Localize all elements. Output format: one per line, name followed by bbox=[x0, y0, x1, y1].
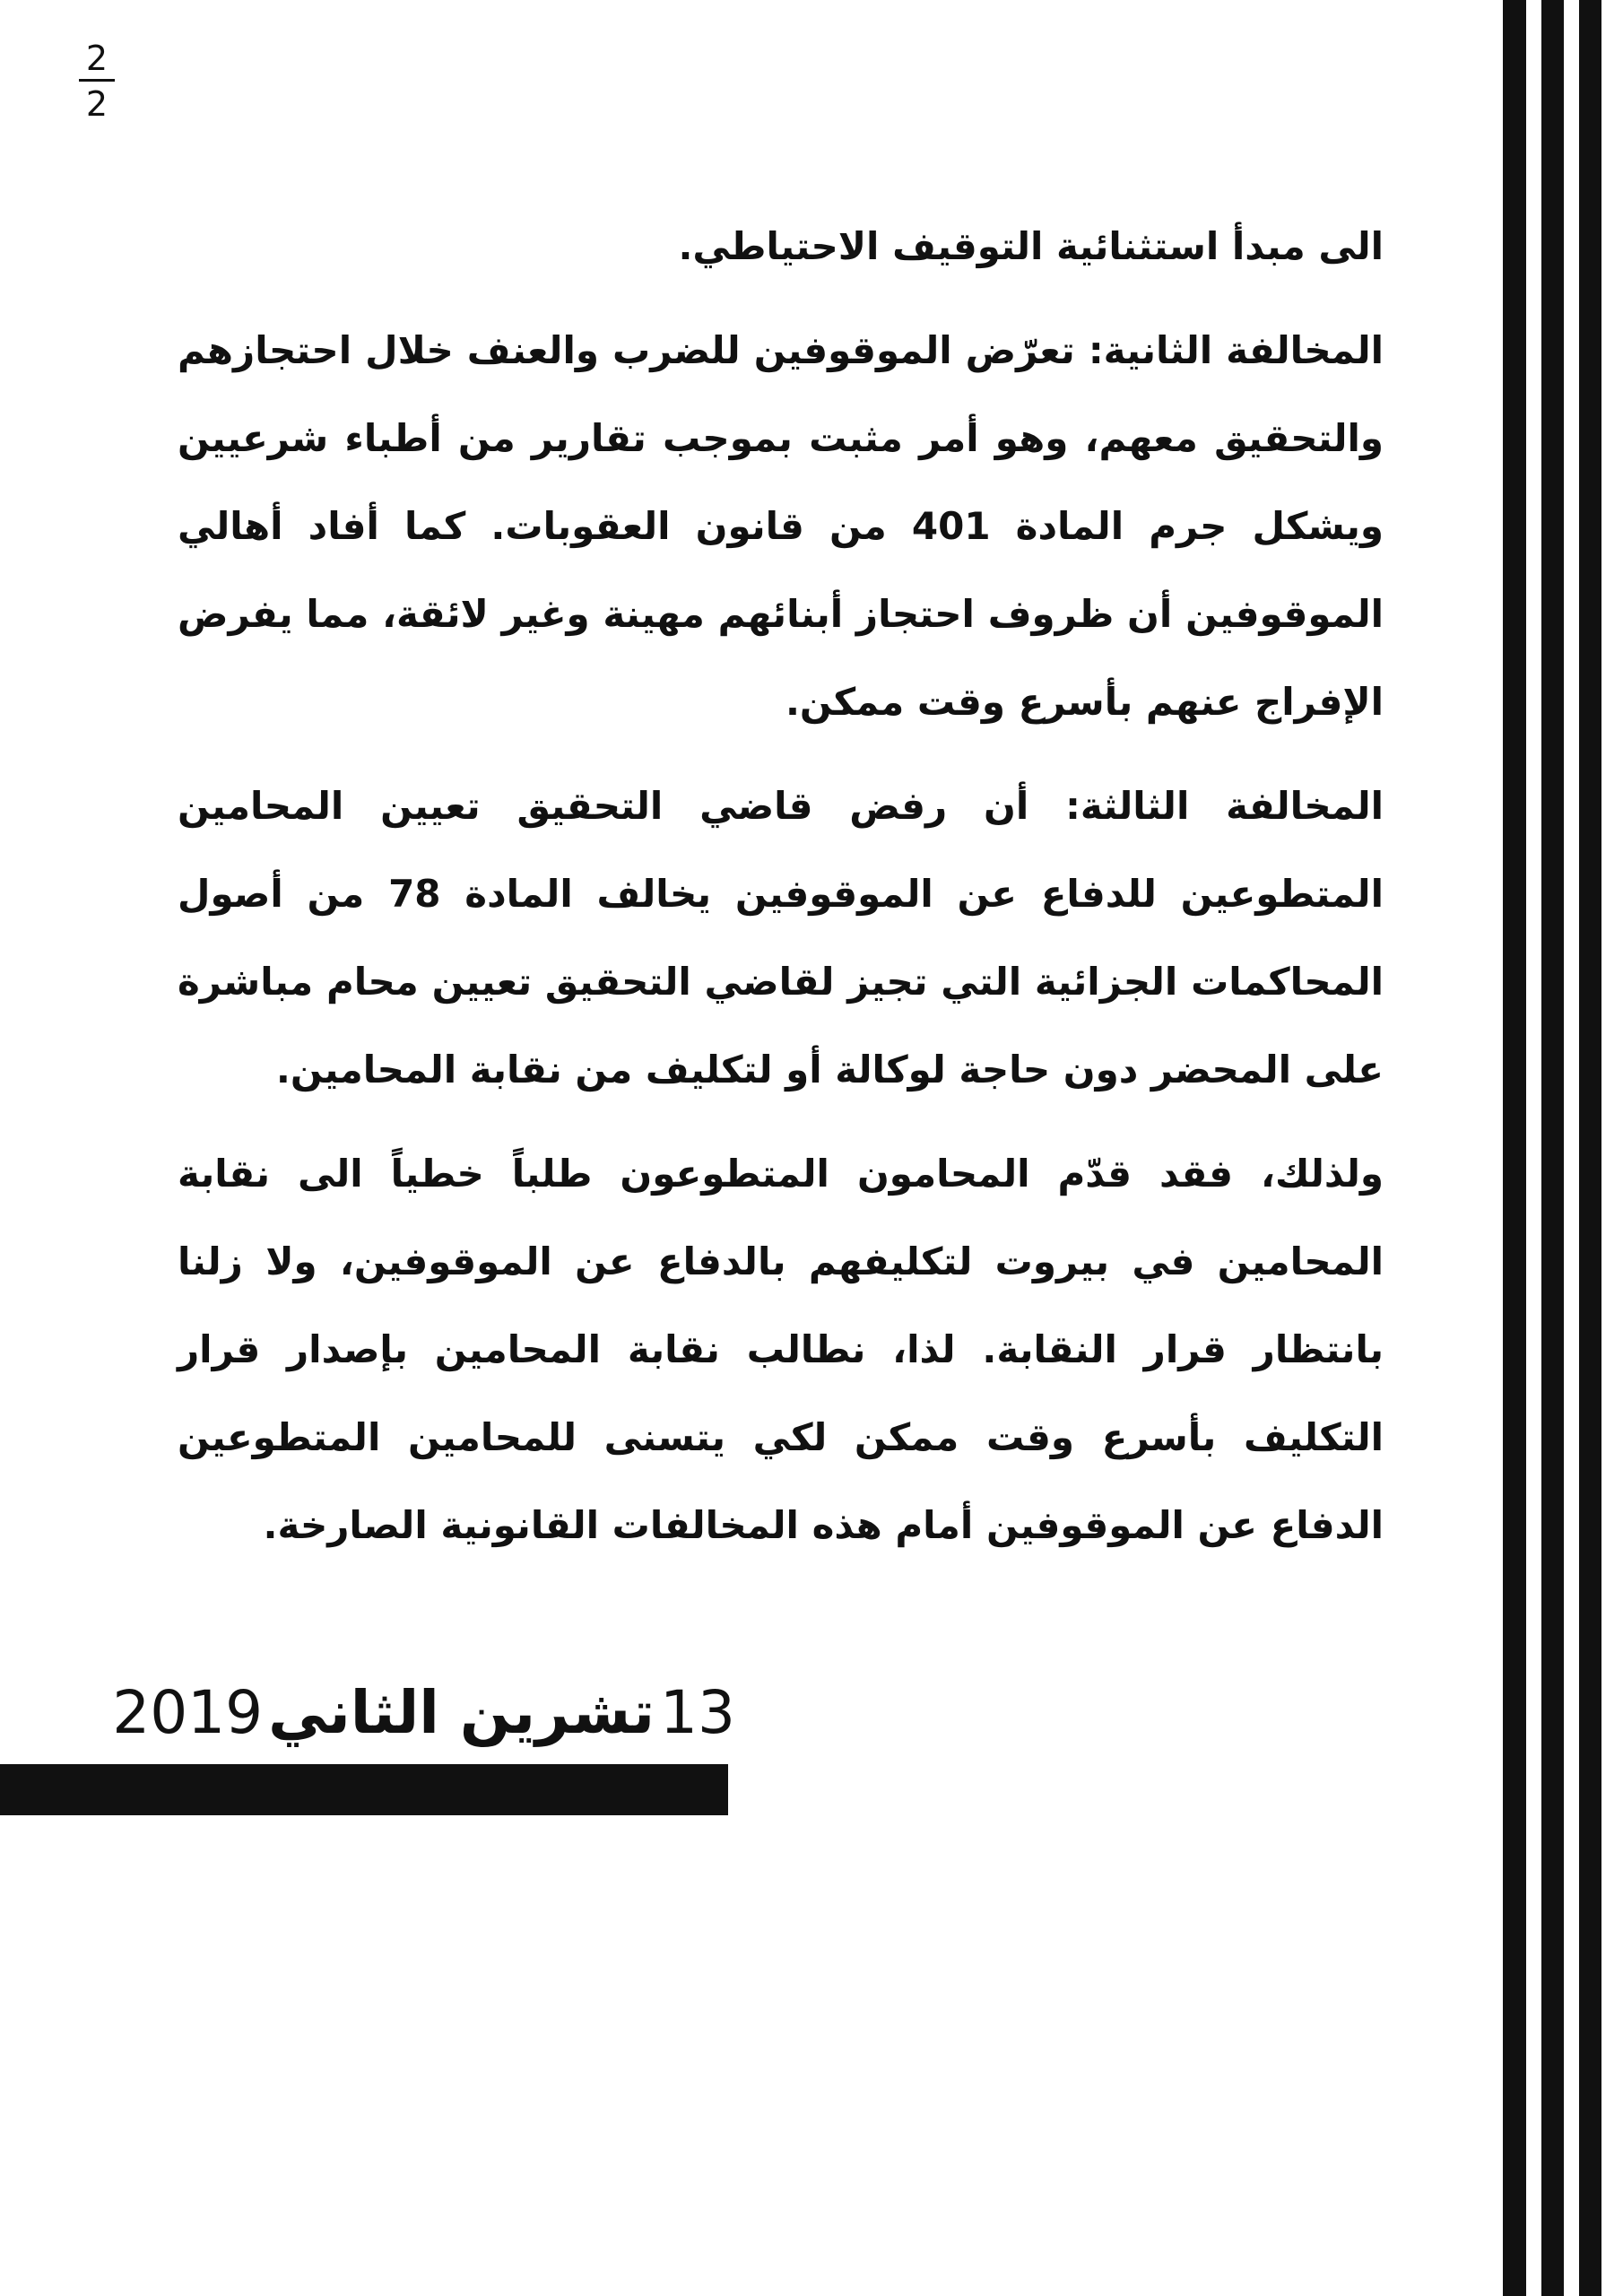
date-underline-bar bbox=[0, 1764, 728, 1815]
paragraph-intro: الى مبدأ استثنائية التوقيف الاحتياطي. bbox=[678, 224, 1384, 268]
page-number-total: 2 bbox=[85, 84, 108, 124]
decorative-stripe-3 bbox=[1579, 0, 1601, 2296]
body-text bbox=[178, 203, 1384, 1586]
page-number-current: 2 bbox=[85, 39, 108, 78]
decorative-stripe-2 bbox=[1541, 0, 1564, 2296]
date-line bbox=[112, 1668, 735, 1758]
date-day: 13 bbox=[660, 1678, 735, 1747]
paragraph-third-violation: المخالفة الثالثة: أن رفض قاضي التحقيق تعيين المحامين المتطوعين للدفاع عن الموقوفين يخالف المادة 78 من أصول المحاكمات الجزائية التي تجيز لقاضي التحقيق تعيين محام مباشرة على المحضر دون حاجة لوكالة أو لتكليف من نقابة المحامين. bbox=[178, 784, 1384, 1091]
paragraph-conclusion: ولذلك، فقد قدّم المحامون المتطوعون طلباً خطياً الى نقابة المحامين في بيروت لتكليفهم بالدفاع عن الموقوفين، ولا زلنا بانتظار قرار النقابة. لذا، نطالب نقابة المحامين بإصدار قرار التكليف بأسرع وقت ممكن لكي يتسنى للمحامين المتطوعين الدفاع عن الموقوفين أمام هذه المخالفات القانونية الصارخة. bbox=[178, 1152, 1384, 1547]
decorative-stripe-1 bbox=[1503, 0, 1526, 2296]
page-number bbox=[79, 39, 115, 124]
date-year: 2019 bbox=[112, 1678, 264, 1747]
date-month: تشرين الثاني bbox=[268, 1678, 655, 1747]
paragraph-second-violation: المخالفة الثانية: تعرّض الموقوفين للضرب والعنف خلال احتجازهم والتحقيق معهم، وهو أمر مثبت بموجب تقارير من أطباء شرعيين ويشكل جرم المادة 401 من قانون العقوبات. كما أفاد أهالي الموقوفين أن ظروف احتجاز أبنائهم مهينة وغير لائقة، مما يفرض الإفراج عنهم بأسرع وقت ممكن. bbox=[178, 328, 1384, 724]
